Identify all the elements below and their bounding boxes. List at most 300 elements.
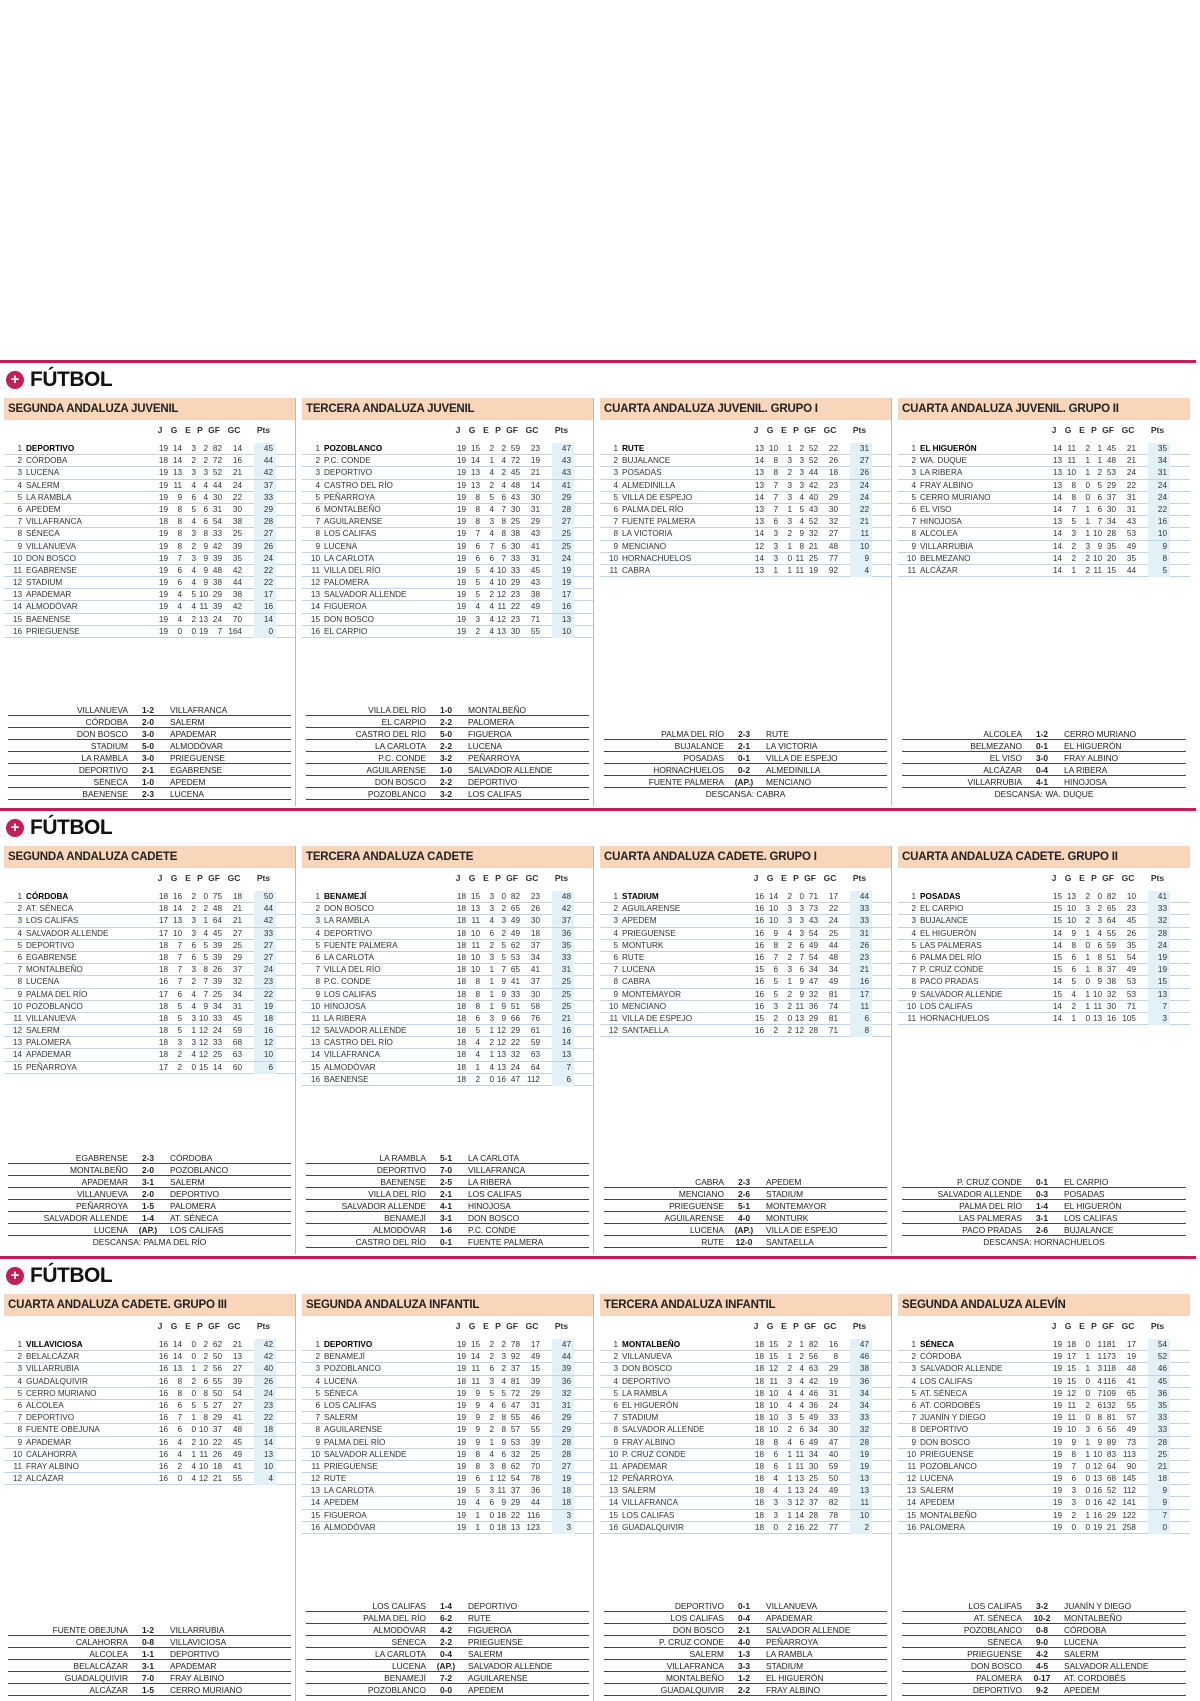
stat-pts: 52 [1148, 1351, 1170, 1363]
stat-j: 19 [1052, 1400, 1062, 1410]
team-name: LA RAMBLA [324, 916, 370, 926]
match-score: 6-2 [439, 1613, 453, 1623]
stat-pts: 23 [850, 952, 872, 964]
row-position: 1 [17, 1340, 22, 1349]
standings-header [898, 425, 1190, 439]
stat-p: 4 [501, 1376, 506, 1386]
column-header: P [793, 873, 799, 883]
stat-pts: 18 [552, 1497, 574, 1509]
stat-p: 2 [203, 904, 208, 914]
table-row [302, 1461, 593, 1473]
stat-j: 13 [754, 444, 764, 453]
stat-j: 19 [456, 1413, 466, 1423]
stat-p: 12 [794, 1498, 804, 1508]
home-team: PRIEGUENSE [967, 1649, 1022, 1659]
stat-gf: 33 [212, 1013, 222, 1023]
match-score: 0-8 [141, 1637, 155, 1647]
team-name: P. CRUZ CONDE [920, 965, 984, 975]
team-name: PALMA DEL RÍO [622, 504, 684, 514]
row-position: 4 [613, 1376, 618, 1386]
stat-gf: 35 [1106, 541, 1116, 551]
rest-note: DESCANSA: HORNACHUELOS [983, 1237, 1105, 1247]
team-name: PRIEGUENSE [324, 1461, 378, 1471]
stat-g: 3 [773, 1510, 778, 1520]
stat-g: 6 [177, 989, 182, 999]
stat-j: 19 [456, 1449, 466, 1459]
stat-pts: 37 [552, 915, 574, 927]
team-name: DEPORTIVO [324, 928, 373, 938]
team-name: CASTRO DEL RÍO [324, 1038, 393, 1048]
column-header: Pts [852, 425, 867, 435]
stat-pts: 19 [552, 565, 574, 577]
stat-j: 14 [1052, 977, 1062, 987]
stat-p: 2 [501, 468, 506, 478]
team-name: SÉNECA [920, 1340, 955, 1349]
column-header: G [170, 1321, 178, 1331]
stat-e: 2 [489, 590, 494, 600]
match-score: 3-0 [141, 753, 155, 763]
stat-j: 18 [754, 1474, 764, 1484]
row-position: 8 [911, 529, 916, 539]
stat-g: 8 [177, 1388, 182, 1398]
league-title: SEGUNDA ANDALUZA JUVENIL [4, 398, 295, 420]
match-score: 1-4 [141, 1213, 155, 1223]
stat-g: 8 [177, 517, 182, 527]
stat-gf: 82 [808, 1340, 818, 1349]
table-row [898, 528, 1190, 540]
stat-e: 0 [1085, 1413, 1090, 1423]
stat-j: 18 [754, 1510, 764, 1520]
stat-g: 6 [177, 578, 182, 588]
match-score: 3-0 [141, 729, 155, 739]
stat-j: 18 [456, 1001, 466, 1011]
results-list [306, 1600, 589, 1696]
column-header: Pts [852, 873, 867, 883]
table-row [898, 1400, 1190, 1412]
stat-gf: 72 [510, 456, 520, 466]
row-position: 6 [17, 1400, 22, 1410]
stat-pts: 10 [850, 1510, 872, 1522]
match-score: 3-3 [737, 1661, 751, 1671]
table-row [898, 1473, 1190, 1485]
row-position: 7 [315, 517, 320, 527]
table-row [898, 1497, 1190, 1509]
stat-e: 1 [191, 1449, 196, 1459]
stat-gf: 14 [212, 1062, 222, 1072]
stat-p: 7 [1097, 1388, 1102, 1398]
stat-e: 4 [489, 602, 494, 612]
stat-j: 18 [754, 1388, 764, 1398]
row-position: 7 [17, 1413, 22, 1423]
stat-p: 16 [1092, 1510, 1102, 1520]
stat-j: 19 [456, 1522, 466, 1532]
away-team: AT. CORDOBÉS [1064, 1673, 1126, 1683]
team-name: LA RIBERA [920, 468, 963, 478]
stat-j: 19 [158, 529, 168, 539]
stat-p: 6 [501, 1449, 506, 1459]
column-header: E [781, 1321, 787, 1331]
stat-j: 13 [1052, 517, 1062, 527]
result-row [306, 1188, 589, 1200]
team-name: VILLAFRANCA [26, 517, 82, 527]
home-team: LOS CALIFAS [372, 1601, 426, 1611]
stat-gf: 22 [510, 1510, 520, 1520]
stat-j: 13 [754, 480, 764, 490]
stat-j: 19 [456, 553, 466, 563]
stat-j: 18 [456, 952, 466, 962]
stat-p: 1 [1097, 1340, 1102, 1349]
stat-gf: 38 [510, 529, 520, 539]
stat-gc: 30 [530, 916, 540, 926]
stat-p: 8 [203, 965, 208, 975]
stat-gc: 145 [1122, 1474, 1136, 1484]
stat-gf: 22 [510, 602, 520, 612]
stat-j: 19 [158, 492, 168, 502]
stat-j: 18 [158, 1026, 168, 1036]
stat-g: 14 [768, 892, 778, 901]
result-row [8, 716, 291, 728]
result-row [902, 1648, 1186, 1660]
stat-p: 6 [1097, 1425, 1102, 1435]
row-position: 5 [613, 1388, 618, 1398]
row-position: 16 [12, 626, 22, 636]
row-position: 7 [315, 1413, 320, 1423]
stat-gf: 44 [808, 468, 818, 478]
team-name: ALCÁZAR [26, 1474, 64, 1484]
stat-gc: 49 [232, 1449, 242, 1459]
stat-e: 0 [1085, 1461, 1090, 1471]
stat-g: 9 [475, 1400, 480, 1410]
team-name: ALCOLEA [26, 1400, 64, 1410]
column-header: E [483, 1321, 489, 1331]
team-name: CALAHORRA [26, 1449, 77, 1459]
stat-gc: 22 [232, 492, 242, 502]
stat-gf: 65 [1106, 904, 1116, 914]
stat-p: 2 [203, 444, 208, 453]
row-position: 4 [17, 1376, 22, 1386]
row-position: 11 [609, 1013, 618, 1023]
result-row [604, 1188, 887, 1200]
away-team: CÓRDOBA [170, 1153, 213, 1163]
table-row [600, 455, 891, 467]
stat-p: 12 [496, 614, 506, 624]
stat-e: 0 [1085, 1498, 1090, 1508]
row-position: 3 [315, 468, 320, 478]
result-row [604, 1612, 887, 1624]
match-score: 3-2 [439, 789, 453, 799]
stat-p: 3 [799, 904, 804, 914]
stat-j: 15 [1052, 965, 1062, 975]
team-name: HORNACHUELOS [920, 1013, 990, 1023]
stat-e: 2 [191, 904, 196, 914]
stat-pts: 9 [1148, 541, 1170, 553]
away-team: SANTAELLA [766, 1237, 814, 1247]
result-row [306, 716, 589, 728]
stat-gf: 42 [212, 541, 222, 551]
stat-pts: 3 [552, 1522, 574, 1534]
stat-e: 4 [489, 468, 494, 478]
stat-j: 16 [158, 1400, 168, 1410]
stat-gf: 48 [510, 480, 520, 490]
stat-gf: 20 [1106, 553, 1116, 563]
table-row [600, 1376, 891, 1388]
stat-gc: 39 [232, 541, 242, 551]
column-header: GF [208, 425, 220, 435]
result-row [902, 1176, 1186, 1188]
stat-g: 10 [1066, 904, 1076, 914]
stat-g: 6 [177, 565, 182, 575]
stat-gc: 8 [833, 1352, 838, 1362]
home-team: RUTE [701, 1237, 724, 1247]
column-header: E [1079, 1321, 1085, 1331]
stat-g: 3 [177, 1038, 182, 1048]
match-score: 2-1 [737, 1625, 751, 1635]
stat-p: 6 [1097, 1400, 1102, 1410]
stat-pts: 33 [1148, 1424, 1170, 1436]
row-position: 10 [906, 1001, 916, 1011]
stat-g: 14 [172, 1340, 182, 1349]
section-divider [0, 360, 1196, 363]
stat-gf: 46 [808, 1388, 818, 1398]
row-position: 14 [12, 602, 22, 612]
stat-gc: 36 [530, 1486, 540, 1496]
table-row [898, 1351, 1190, 1363]
stat-j: 19 [456, 614, 466, 624]
match-score: 1-0 [141, 777, 155, 787]
column-header: E [781, 873, 787, 883]
column-header: GC [227, 1321, 241, 1331]
league-title: SEGUNDA ANDALUZA INFANTIL [302, 1294, 593, 1316]
stat-gc: 18 [828, 468, 838, 478]
result-row [8, 1684, 291, 1696]
result-row [8, 1164, 291, 1176]
stat-pts: 19 [850, 1449, 872, 1461]
stat-g: 12 [1066, 1388, 1076, 1398]
result-row [306, 752, 589, 764]
result-row [306, 1636, 589, 1648]
stat-e: 2 [787, 1364, 792, 1374]
stat-gc: 21 [232, 904, 242, 914]
table-row [4, 455, 295, 467]
stat-g: 4 [177, 1449, 182, 1459]
row-position: 7 [911, 517, 916, 527]
row-position: 9 [911, 1437, 916, 1447]
table-row [898, 480, 1190, 492]
stat-pts: 10 [254, 1049, 276, 1061]
match-score: 0-1 [1035, 741, 1049, 751]
stat-j: 16 [158, 1376, 168, 1386]
stat-gc: 31 [232, 1001, 242, 1011]
row-position: 7 [613, 517, 618, 527]
stat-j: 19 [456, 590, 466, 600]
stat-j: 18 [456, 940, 466, 950]
stat-pts: 44 [552, 1351, 574, 1363]
stat-gc: 65 [1126, 1388, 1136, 1398]
table-row [4, 504, 295, 516]
stat-g: 11 [1067, 456, 1076, 466]
column-header: GF [804, 425, 816, 435]
stat-g: 8 [773, 1437, 778, 1447]
table-row [302, 1497, 593, 1509]
stat-e: 3 [1085, 904, 1090, 914]
stat-gc: 49 [1126, 1425, 1136, 1435]
stat-j: 18 [754, 1400, 764, 1410]
stat-g: 5 [1071, 977, 1076, 987]
away-team: SALERM [1064, 1649, 1099, 1659]
stat-p: 1 [799, 1340, 804, 1349]
stat-gf: 42 [808, 480, 818, 490]
team-name: SALVADOR ALLENDE [26, 928, 109, 938]
stat-gf: 32 [1106, 989, 1116, 999]
row-position: 11 [311, 1461, 320, 1471]
stat-gc: 24 [1126, 468, 1136, 478]
stat-gc: 39 [530, 1376, 540, 1386]
row-position: 11 [311, 1013, 320, 1023]
table-row [898, 1522, 1190, 1534]
stat-gf: 55 [1106, 928, 1116, 938]
team-name: DON BOSCO [920, 1437, 971, 1447]
table-row [600, 1388, 891, 1400]
away-team: ALMEDINILLA [766, 765, 821, 775]
stat-pts: 29 [552, 492, 574, 504]
stat-g: 6 [1071, 1474, 1076, 1484]
stat-gc: 21 [232, 916, 242, 926]
result-row [8, 1152, 291, 1164]
match-score: 1-0 [439, 765, 453, 775]
team-name: LA CARLOTA [324, 952, 374, 962]
stat-g: 16 [172, 892, 182, 901]
stat-pts: 18 [254, 1013, 276, 1025]
stat-e: 2 [191, 1376, 196, 1386]
match-score: 5-0 [141, 741, 155, 751]
results-list [306, 704, 589, 800]
away-team: LA RAMBLA [766, 1649, 813, 1659]
stat-gc: 14 [232, 444, 242, 453]
stat-e: 1 [1085, 928, 1090, 938]
column-header: GF [804, 873, 816, 883]
stat-p: 11 [1093, 1001, 1102, 1011]
stat-gc: 41 [232, 1461, 242, 1471]
stat-e: 0 [489, 1522, 494, 1532]
stat-gf: 82 [510, 892, 520, 901]
table-row [4, 1049, 295, 1061]
row-position: 16 [310, 626, 320, 636]
stat-p: 13 [1092, 1474, 1102, 1484]
stat-gc: 53 [1126, 989, 1136, 999]
stat-p: 12 [496, 1038, 506, 1048]
row-position: 10 [608, 1001, 618, 1011]
stat-e: 3 [191, 553, 196, 563]
stat-e: 3 [489, 1486, 494, 1496]
team-name: LOS CALIFAS [622, 1510, 675, 1520]
home-team: PACO PRADAS [962, 1225, 1022, 1235]
home-team: AT. SÉNECA [973, 1613, 1022, 1623]
stat-p: 5 [501, 940, 506, 950]
stat-j: 17 [158, 1062, 168, 1072]
stat-j: 16 [158, 1364, 168, 1374]
stat-e: 0 [1085, 492, 1090, 502]
stat-g: 10 [1066, 1425, 1076, 1435]
row-position: 12 [12, 578, 22, 588]
stat-e: 1 [787, 1510, 792, 1520]
stat-g: 3 [1071, 529, 1076, 539]
row-position: 6 [17, 504, 22, 514]
row-position: 6 [911, 952, 916, 962]
team-name: LUCENA [920, 1474, 954, 1484]
league-title: CUARTA ANDALUZA CADETE. GRUPO I [600, 846, 891, 868]
stat-pts: 0 [1148, 1522, 1170, 1534]
stat-pts: 23 [254, 976, 276, 988]
stat-j: 19 [1052, 1474, 1062, 1484]
table-row [4, 915, 295, 927]
stat-gf: 29 [212, 590, 222, 600]
stat-p: 11 [497, 602, 506, 612]
stat-g: 13 [172, 916, 182, 926]
stat-gc: 68 [232, 1038, 242, 1048]
home-team: SÉNECA [93, 777, 128, 787]
table-row [898, 976, 1190, 988]
away-team: POZOBLANCO [170, 1165, 229, 1175]
column-header: P [197, 873, 203, 883]
stat-gf: 32 [510, 1449, 520, 1459]
column-header: Pts [554, 873, 569, 883]
column-header: GC [823, 1321, 837, 1331]
stat-p: 10 [1092, 529, 1102, 539]
row-position: 4 [911, 1376, 916, 1386]
stat-pts: 28 [850, 1437, 872, 1449]
column-header: J [157, 1321, 163, 1331]
stat-e: 2 [489, 1425, 494, 1435]
stat-gc: 29 [232, 952, 242, 962]
stat-gf: 50 [212, 1352, 222, 1362]
row-position: 16 [310, 1522, 320, 1532]
stat-g: 5 [475, 1026, 480, 1036]
match-score: 12-0 [735, 1237, 753, 1247]
stat-gc: 19 [530, 456, 540, 466]
stat-p: 6 [501, 541, 506, 551]
stat-p: 8 [203, 1413, 208, 1423]
column-header: GC [1121, 1321, 1135, 1331]
stat-gc: 16 [232, 456, 242, 466]
stat-e: 2 [787, 1340, 792, 1349]
table-row [898, 1485, 1190, 1497]
stat-p: 3 [1097, 916, 1102, 926]
stat-gc: 54 [1126, 952, 1136, 962]
stat-gf: 30 [510, 626, 520, 636]
stat-pts: 3 [1148, 1013, 1170, 1025]
stat-g: 4 [177, 614, 182, 624]
stat-gc: 105 [1122, 1013, 1136, 1023]
away-team: HINOJOSA [1064, 777, 1107, 787]
away-team: LA CARLOTA [468, 1153, 520, 1163]
stat-pts: 44 [254, 455, 276, 467]
stat-gf: 118 [1102, 1364, 1116, 1374]
away-team: DEPORTIVO [468, 1601, 518, 1611]
team-name: CÓRDOBA [26, 456, 68, 466]
team-name: MONTURK [622, 940, 664, 950]
stat-e: 1 [1085, 468, 1090, 478]
result-row [902, 1612, 1186, 1624]
team-name: EL CARPIO [920, 904, 964, 914]
standings-table [898, 1339, 1190, 1534]
row-position: 12 [906, 1474, 916, 1484]
stat-p: 8 [203, 529, 208, 539]
table-row [898, 1376, 1190, 1388]
row-position: 5 [911, 492, 916, 502]
stat-j: 14 [754, 456, 764, 466]
stat-gc: 112 [1122, 1486, 1136, 1496]
stat-e: 2 [787, 1522, 792, 1532]
